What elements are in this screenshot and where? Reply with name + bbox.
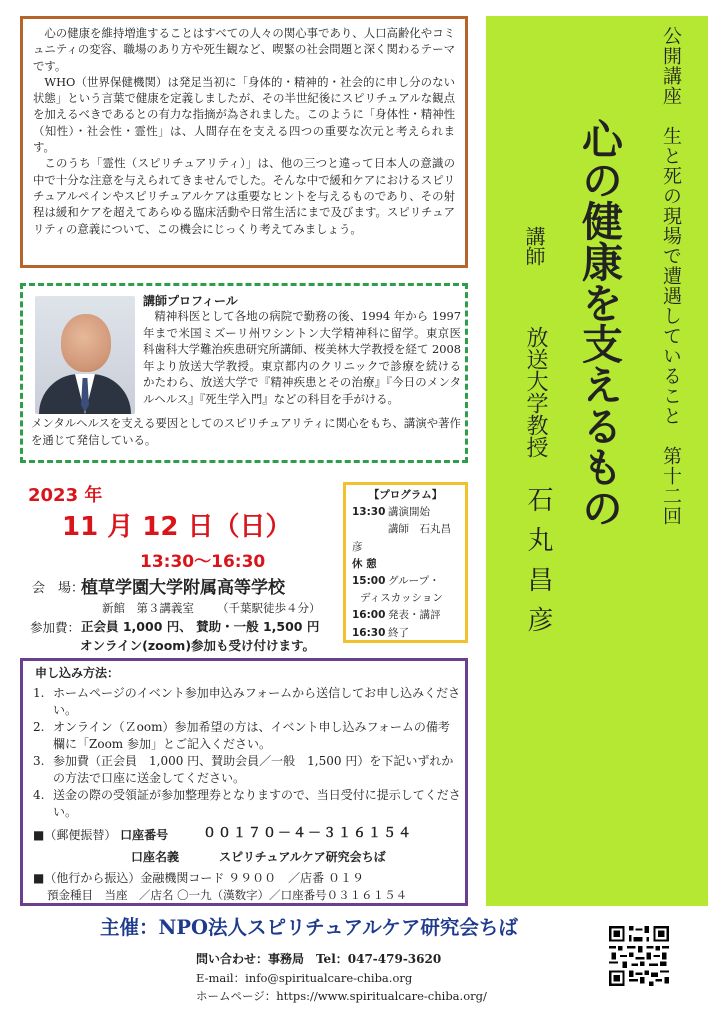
account-name-label: 口座名義 [131,850,180,864]
program-item: 講師 石丸昌彦 [352,523,451,553]
profile-tail: メンタルヘルスを支える要因としてのスピリチュアリティに関心をもち、講演や著作を通じて発信している。 [31,416,461,447]
application-step: 1. ホームページのイベント参加申込みフォームから送信してお申し込みください。 [33,686,461,717]
lecturer-label: 講師 [522,226,546,266]
fee-label: 参加費： [30,620,81,635]
qr-code-icon[interactable] [607,924,671,988]
postal-account-number: ００１７０－４－３１６１５４ [203,826,414,841]
email-link[interactable]: E-mail：info@spiritualcare-chiba.org [196,971,413,985]
event-date: 11 月 12 日（日） [62,512,292,542]
intro-paragraph: 心の健康を維持増進することはすべての人々の関心事であり、人口高齢化やコミュニティの変容、職場のあり方や死生観など、喫緊の社会問題と深く関わるテーマです。 [33,26,455,73]
homepage-link[interactable]: ホームページ：https://www.spiritualcare-chiba.org/ [196,989,487,1003]
lecture-title: 心の健康を支えるもの [575,118,623,528]
venue-access: （千葉駅徒歩４分） [217,601,321,615]
profile-box [20,283,468,463]
venue-label: 会 場： [32,581,85,596]
application-step: 2. オンライン（Ｚoom）参加希望の方は、イベント申し込みフォームの備考欄に「Zoom 参加」とご記入ください。 [33,720,450,751]
account-name: スピリチュアルケア研究会ちば [219,850,386,864]
title-banner [486,16,708,906]
fee-text: 正会員 1,000 円、 賛助・一般 1,500 円 [81,619,320,634]
bank-transfer-line: ■（他行から振込）金融機関コード ９９００ ／店番 ０１９ [33,871,364,885]
program-item: ディスカッション [360,592,443,605]
lecturer-role: 放送大学教授 [523,326,548,458]
inquiry-contact: 問い合わせ：事務局 Tel：047-479-3620 [196,952,442,966]
bank-transfer-detail: 預金種目 当座 ／店名 〇一九（漢数字）／口座番号０３１６１５４ [47,888,408,902]
program-title: 【プログラム】 [368,489,443,501]
lecturer-name: 石丸昌彦 [523,486,553,646]
program-item: 13:30 講演開始 [352,506,430,519]
intro-paragraph: このうち「霊性（スピリチュアリティ）」は、他の三つと違って日本人の意識の中で十分な注意を与えられてきませんでした。そんな中で緩和ケアにおけるスピリチュアルペインやスピリチュアルケアは重要なヒントを与えるものであり、その射程は緩和ケアを超えてあらゆる臨床活動や日常生活にまで及びます。スピリチュアリティの意義について、この機会にじっくり考えてみましょう。 [33,156,455,236]
profile-body: 精神科医として各地の病院で勤務の後、1994 年から 1997 年まで米国ミズーリ州ワシントン大学精神科に留学。東京医科歯科大学難治疾患研究所講師、桜美林大学教授を経て 2008 年より放送大学教授。東京都内のクリニックで診療を続けるかたわら、放送大学で『精神疾患とその治療』『今日のメンタルヘルス』『死生学入門』などの科目を手がける。 [143,309,461,406]
program-item: 15:00 グループ・ [352,575,440,588]
venue-room: 新館 第３講義室 [102,601,194,615]
application-box [20,658,468,906]
postal-transfer-line: ■（郵便振替） 口座番号 [33,828,169,842]
intro-box [20,16,468,268]
venue-name: 植草学園大学附属高等学校 [81,578,285,598]
profile-title: 講師プロフィール [143,294,238,308]
series-subtitle: 公開講座 生と死の現場で遭遇していること 第十二回 [660,26,682,526]
event-time: 13:30〜16:30 [140,552,266,572]
event-year: 2023 年 [28,485,103,506]
online-note: オンライン(zoom)参加も受け付けます。 [80,638,316,653]
organizer: 主催：NPO法人スピリチュアルケア研究会ちば [100,916,518,939]
intro-paragraph: WHO（世界保健機関）は発足当初に「身体的・精神的・社会的に申し分のない状態」という言葉で健康を定義しましたが、その半世紀後にスピリチュアルな観点を加えるべきであるとの有力な指摘が為されました。このように「身体性・精神性（知性）・社会性・霊性」は、人間存在を支える四つの重要な次元と考えられます。 [33,74,455,155]
program-item: 16:00 発表・講評 [352,609,441,622]
application-step: 3. 参加費（正会員 1,000 円、賛助会員／一般 1,500 円）を下記いずれかの方法で口座に送金してください。 [33,754,454,785]
program-item: 16:30 終了 [352,626,409,639]
application-step: 4. 送金の際の受領証が参加整理券となりますので、当日受付に提示してください。 [33,788,461,819]
application-title: 申し込み方法： [35,666,120,680]
lecturer-photo [35,296,135,414]
program-item: 休 憩 [352,557,377,570]
program-box [343,482,468,643]
